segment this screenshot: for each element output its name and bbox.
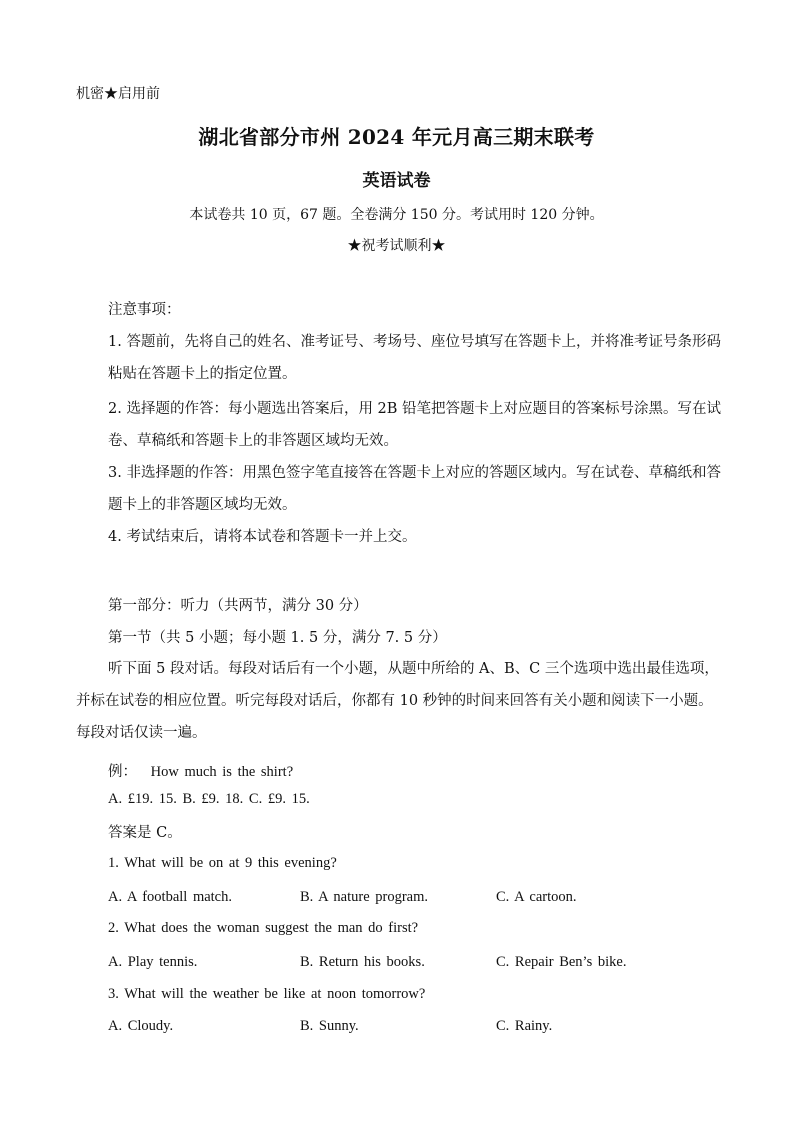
- notice-item-text: 1. 答题前，先将自己的姓名、准考证号、考场号、座位号填写在答题卡上，并将准考证号条形码粘贴在答题卡上的指定位置。: [108, 334, 721, 382]
- q2-option-b: B. Return his books.: [300, 954, 425, 970]
- exam-info: 本试卷共 10 页，67 题。全卷满分 150 分。考试用时 120 分钟。: [189, 207, 604, 223]
- q1-option-b: B. A nature program.: [300, 889, 429, 905]
- q2-option-a: A. Play tennis.: [108, 954, 198, 970]
- q1-option-a: A. A football match.: [108, 889, 232, 905]
- example-options: A. £19. 15. B. £9. 18. C. £9. 15.: [108, 791, 310, 807]
- notice-item-text: 2. 选择题的作答：每小题选出答案后，用 2B 铅笔把答题卡上对应题目的答案标号涂黑。写在试卷、草稿纸和答题卡上的非答题区域均无效。: [108, 401, 722, 449]
- section-one-heading: 第一节（共 5 小题；每小题 1. 5 分，满分 7. 5 分）: [108, 630, 447, 646]
- example-line: [108, 760, 293, 781]
- q1-option-c: C. A cartoon.: [496, 889, 577, 905]
- part-one-heading: 第一部分：听力（共两节，满分 30 分）: [108, 598, 368, 614]
- notice-item: [76, 326, 726, 390]
- notice-item-text: 3. 非选择题的作答：用黑色签字笔直接答在答题卡上对应的答题区域内。写在试卷、草稿纸和答题卡上的非答题区域均无效。: [108, 465, 721, 513]
- notice-item: [76, 393, 726, 457]
- notice-heading: 注意事项：: [108, 302, 181, 318]
- example-question: How much is the shirt?: [150, 764, 294, 780]
- notice-item: [76, 521, 726, 553]
- question-3: 3. What will the weather be like at noon tomorrow?: [108, 986, 426, 1002]
- exam-title: 湖北省部分市州 2024 年元月高三期末联考: [198, 125, 595, 149]
- question-2: 2. What does the woman suggest the man do first?: [108, 920, 419, 936]
- q3-option-a: A. Cloudy.: [108, 1018, 174, 1034]
- q3-option-b: B. Sunny.: [300, 1018, 359, 1034]
- notice-item: [76, 457, 726, 521]
- q3-option-c: C. Rainy.: [496, 1018, 553, 1034]
- exam-subtitle: 英语试卷: [362, 171, 431, 191]
- example-answer: 答案是 C。: [108, 825, 182, 841]
- q2-option-c: C. Repair Ben’s bike.: [496, 954, 627, 970]
- listening-instructions: 听下面 5 段对话。每段对话后有一个小题，从题中所给的 A、B、C 三个选项中选出最佳选项，并标在试卷的相应位置。听完每段对话后，你都有 10 秒钟的时间来回答有关小题和阅读下一小题。每段对话仅读一遍。: [76, 661, 719, 741]
- confidential-label: 机密★启用前: [76, 86, 160, 102]
- question-1: 1. What will be on at 9 this evening?: [108, 855, 337, 871]
- good-luck-line: ★祝考试顺利★: [347, 238, 446, 254]
- example-label: 例：: [108, 764, 137, 780]
- notice-item-text: 4. 考试结束后，请将本试卷和答题卡一并上交。: [108, 529, 417, 545]
